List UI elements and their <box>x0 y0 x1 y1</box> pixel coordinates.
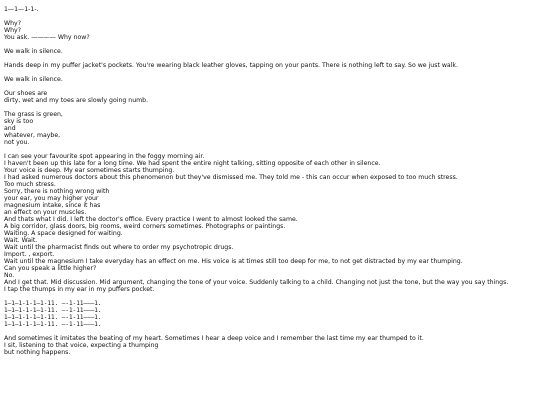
text-line: Why? <box>4 27 21 34</box>
text-line: Import. , export. <box>4 251 55 258</box>
text-line: sky is too <box>4 118 34 125</box>
paragraph <box>4 20 536 41</box>
text-line: Waiting. A space designed for waiting. <box>4 230 123 237</box>
text-line: magnesium intake, since it has <box>4 202 101 209</box>
text-line: A big corridor, glass doors, big rooms, weird corners sometimes. Photographs or paintings. <box>4 223 286 230</box>
text-line: an effect on your muscles. <box>4 209 87 216</box>
text-line: Wait until the pharmacist finds out where to order my psychotropic drugs. <box>4 244 234 251</box>
text-line: Too much stress. <box>4 181 56 188</box>
text-line: Wait. Wait. <box>4 237 38 244</box>
text-line: 1—1—1-1-. <box>4 6 39 13</box>
text-line: 1—1—1-1-1—1-11. —-1-11———1. <box>4 314 102 321</box>
text-line: 1—1—1-1-1—1-11. —-1-11———1. <box>4 300 102 307</box>
text-line: I tap the thumps in my ear in my puffers pocket. <box>4 286 155 293</box>
text-line: your ear, you may higher your <box>4 195 99 202</box>
text-line: Can you speak a little higher? <box>4 265 97 272</box>
paragraph <box>4 90 536 104</box>
text-line: Why? <box>4 20 21 27</box>
document-body <box>4 6 536 363</box>
text-line: Hands deep in my puffer jacket's pockets. You're wearing black leather gloves, tapping on your pants. There is nothing left to say. So we just walk. <box>4 62 458 69</box>
text-line: I had asked numerous doctors about this phenomenon but they've dismissed me. They told me - this can occur when exposed to too much stress. <box>4 174 458 181</box>
paragraph <box>4 48 536 55</box>
paragraph <box>4 335 536 356</box>
text-line: Your voice is deep. My ear sometimes starts thumping. <box>4 167 175 174</box>
text-line: not you. <box>4 139 30 146</box>
text-line: and <box>4 125 16 132</box>
text-line: 1—1—1-1-1—1-11. —-1-11———1. <box>4 307 102 314</box>
paragraph <box>4 111 536 146</box>
text-line: We walk in silence. <box>4 76 63 83</box>
text-line: Sorry, there is nothing wrong with <box>4 188 110 195</box>
text-line: No. <box>4 272 15 279</box>
text-line: whatever, maybe, <box>4 132 61 139</box>
text-line: We walk in silence. <box>4 48 63 55</box>
text-line: Our shoes are <box>4 90 48 97</box>
text-line: 1—1—1-1-1—1-11. —-1-11———1. <box>4 321 102 328</box>
text-line: dirty, wet and my toes are slowly going numb. <box>4 97 149 104</box>
text-line: And I get that. Mid discussion. Mid argument, changing the tone of your voice. Suddenly talking to a child. Changing not just the tone, but the way you say things. <box>4 279 509 286</box>
text-line: I can see your favourite spot appearing in the foggy morning air. <box>4 153 205 160</box>
text-line: Wait until the magnesium I take everyday has an effect on me. His voice is at times still too deep for me, to not get distracted by my ear thumping. <box>4 258 463 265</box>
text-line: I sit, listening to that voice, expecting a thumping <box>4 342 159 349</box>
paragraph <box>4 153 536 293</box>
paragraph <box>4 6 536 13</box>
paragraph-thump-pattern <box>4 300 536 328</box>
text-line: I haven't been up this late for a long time. We had spent the entire night talking, sitting opposite of each other in silence. <box>4 160 381 167</box>
text-line: And thats what I did. I left the doctor's office. Every practice I went to almost looked the same. <box>4 216 298 223</box>
text-line: And sometimes it imitates the beating of my heart. Sometimes I hear a deep voice and I remember the last time my ear thumped to it. <box>4 335 424 342</box>
paragraph <box>4 62 536 69</box>
text-line: but nothing happens. <box>4 349 71 356</box>
text-line: You ask. ———— Why now? <box>4 34 90 41</box>
text-line: The grass is green, <box>4 111 63 118</box>
paragraph <box>4 76 536 83</box>
